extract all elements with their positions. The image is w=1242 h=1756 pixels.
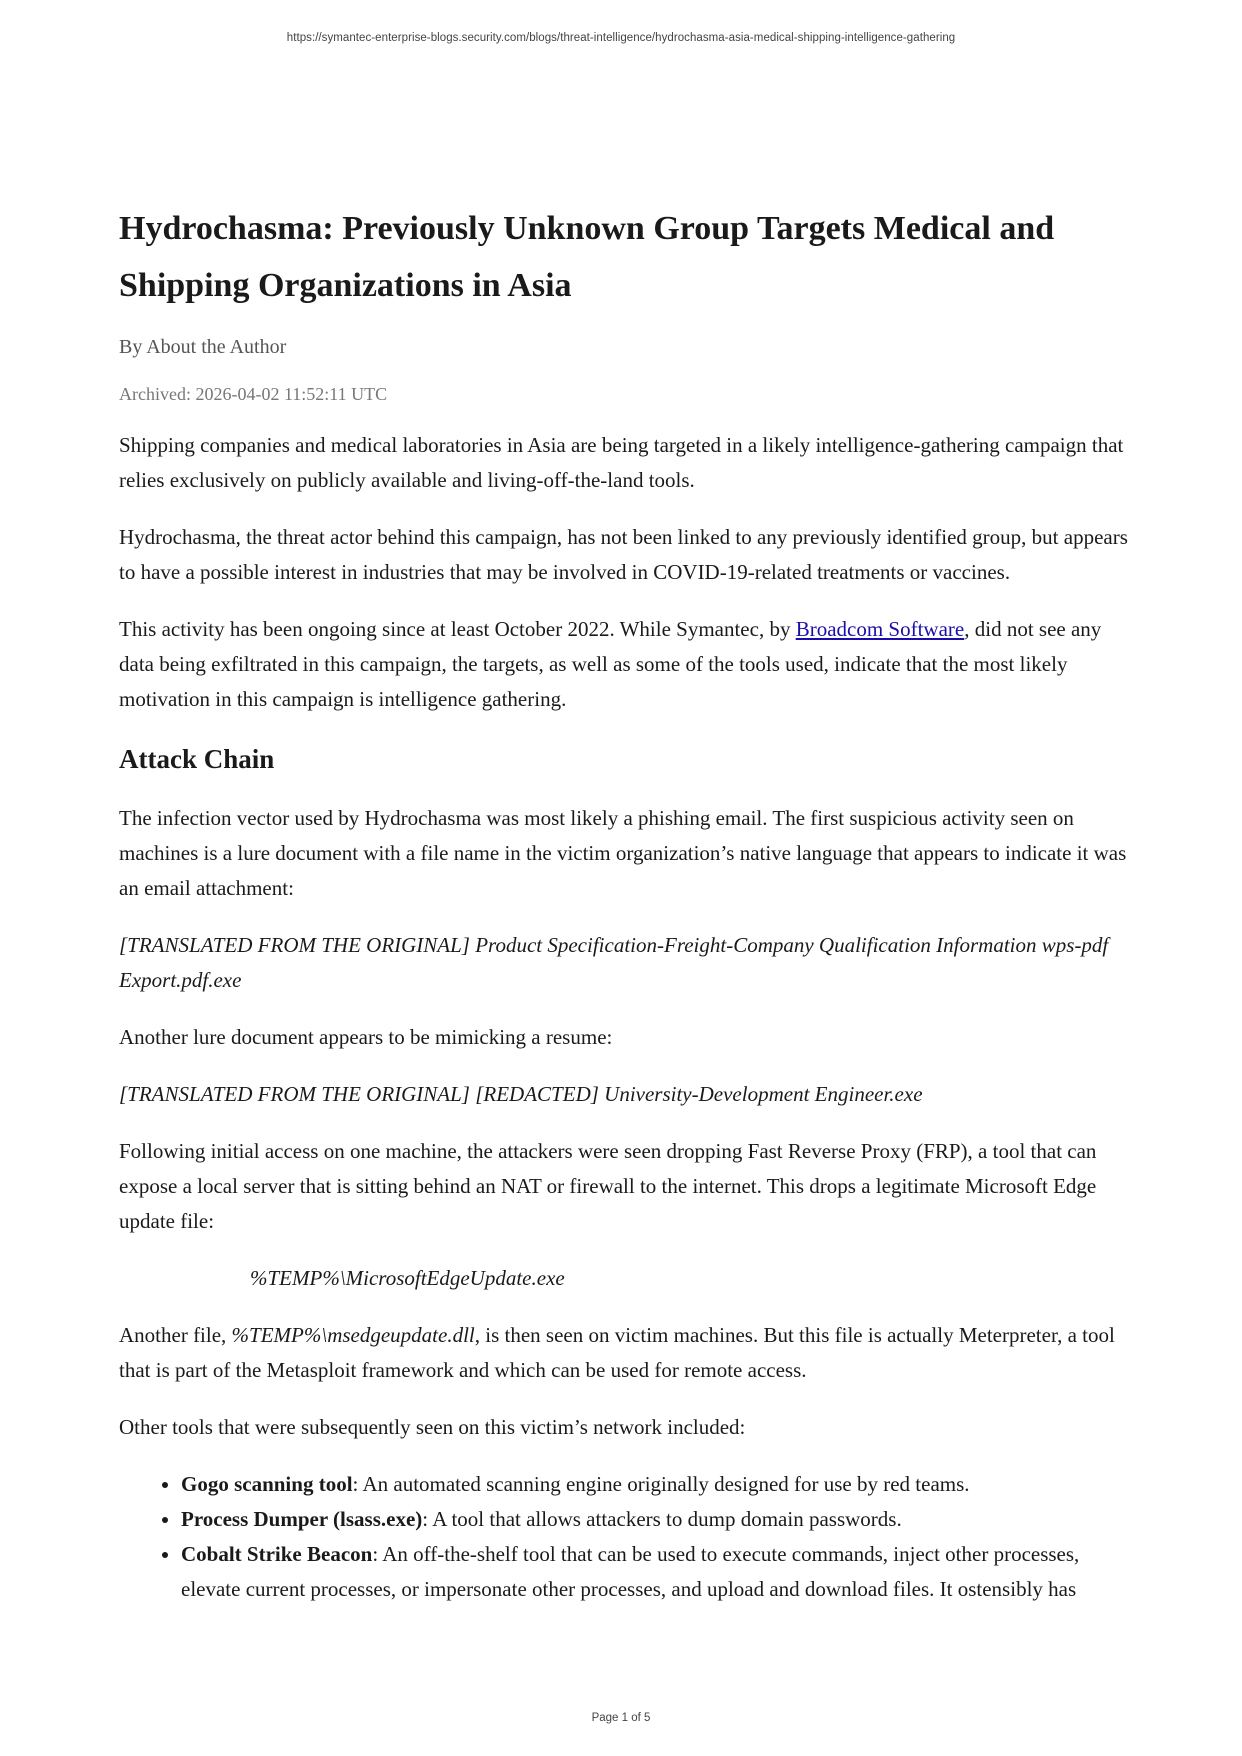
page-number: Page 1 of 5: [591, 1712, 651, 1724]
edge-update-file: %TEMP%\MicrosoftEdgeUpdate.exe: [250, 1266, 565, 1290]
paragraph-activity: [119, 612, 1129, 717]
paragraph-meterpreter-end: , is then seen on victim machines. But this file is actually Meterpreter, a tool that is part of the Metasploit framework and which can be used for remote access.: [119, 1323, 1115, 1382]
list-item: [181, 1537, 1129, 1607]
article-title: Hydrochasma: Previously Unknown Group Targets Medical and Shipping Organizations in Asia: [119, 210, 1055, 304]
paragraph-activity-end: , did not see any data being exfiltrated in this campaign, the targets, as well as some of the tools used, indicate that the most likely motivation in this campaign is intelligence gathering.: [119, 617, 1102, 711]
list-item: [181, 1467, 1129, 1502]
paragraph-meterpreter: [119, 1318, 1129, 1388]
paragraph-intro: Shipping companies and medical laboratories in Asia are being targeted in a likely intelligence-gathering campaign that relies exclusively on publicly available and living-off-the-land tools.: [119, 433, 1124, 492]
tools-list: [119, 1467, 1129, 1607]
list-item: [181, 1502, 1129, 1537]
msedgeupdate-dll-path: %TEMP%\msedgeupdate.dll: [231, 1323, 475, 1347]
paragraph-infection-vector: The infection vector used by Hydrochasma was most likely a phishing email. The first suspicious activity seen on machines is a lure document with a file name in the victim organization’s native language that appears to indicate it was an email attachment:: [119, 806, 1127, 900]
byline: By About the Author: [119, 336, 287, 358]
tool-description: : An off-the-shelf tool that can be used to execute commands, inject other processes, elevate current processes, or impersonate other processes, and upload and download files. It ostensibly has: [181, 1542, 1080, 1601]
paragraph-meterpreter-start: Another file,: [119, 1323, 232, 1347]
tool-description: : An automated scanning engine originally designed for use by red teams.: [352, 1472, 970, 1496]
broadcom-software-link[interactable]: Broadcom Software: [795, 617, 965, 641]
tool-name: Process Dumper (lsass.exe): [181, 1507, 423, 1531]
paragraph-activity-start: This activity has been ongoing since at least October 2022. While Symantec, by: [119, 617, 796, 641]
section-heading-attack-chain: Attack Chain: [119, 744, 275, 774]
archived-timestamp: Archived: 2026-04-02 11:52:11 UTC: [119, 384, 388, 404]
paragraph-actor: Hydrochasma, the threat actor behind this campaign, has not been linked to any previously identified group, but appears to have a possible interest in industries that may be involved in COVID-19-related treatments or vaccines.: [119, 525, 1128, 584]
article: [119, 200, 1129, 1607]
lure-document-2: [TRANSLATED FROM THE ORIGINAL] [REDACTED] University-Development Engineer.exe: [119, 1082, 923, 1106]
paragraph-resume-lure: Another lure document appears to be mimicking a resume:: [119, 1025, 613, 1049]
tool-description: : A tool that allows attackers to dump domain passwords.: [422, 1507, 902, 1531]
paragraph-initial-access: Following initial access on one machine, the attackers were seen dropping Fast Reverse Proxy (FRP), a tool that can expose a local server that is sitting behind an NAT or firewall to the internet. This drops a legitimate Microsoft Edge update file:: [119, 1139, 1097, 1233]
tool-name: Gogo scanning tool: [181, 1472, 353, 1496]
paragraph-other-tools: Other tools that were subsequently seen on this victim’s network included:: [119, 1415, 746, 1439]
tool-name: Cobalt Strike Beacon: [181, 1542, 373, 1566]
source-url: https://symantec-enterprise-blogs.security.com/blogs/threat-intelligence/hydrochasma-asia-medical-shipping-intelligence-gathering: [286, 32, 956, 44]
lure-document-1: [TRANSLATED FROM THE ORIGINAL] Product Specification-Freight-Company Qualification Information wps-pdf Export.pdf.exe: [119, 933, 1109, 992]
